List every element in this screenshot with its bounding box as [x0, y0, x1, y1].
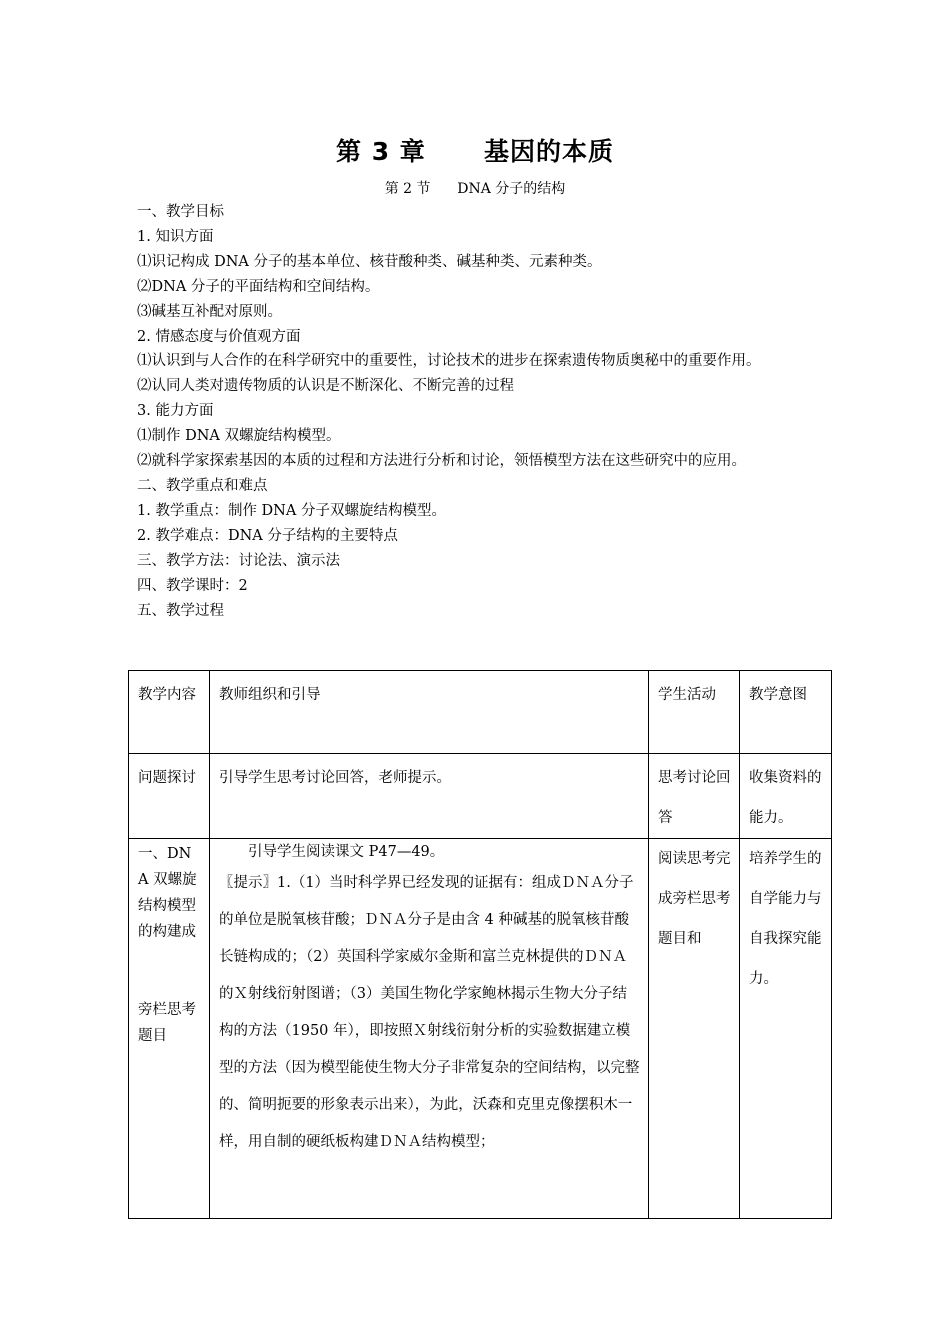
guidance-hint: 〖提示〗1.（1）当时科学界已经发现的证据有：组成ＤＮＡ分子的单位是脱氧核苷酸；ＤＮＡ分子是由含 4 种碱基的脱氧核苷酸长链构成的；（2）英国科学家威尔金斯和富兰克林提供的ＤＮＡ的Ｘ射线衍射图谱；（3）美国生物化学家鲍林揭示生物大分子结构的方法（1950 年），即按照Ｘ射线衍射分析的实验数据建立模型的方法（因为模型能使生物大分子非常复杂的空间结构，以完整的、简明扼要的形象表示出来），为此，沃森和克里克像摆积木一样，用自制的硬纸板构建ＤＮＡ结构模型；	[219, 875, 640, 1150]
cell-content	[129, 839, 210, 1219]
subheading-attitude: 2. 情感态度与价值观方面	[137, 328, 301, 345]
teaching-process-table	[128, 670, 832, 1219]
header-cell-content: 教学内容	[129, 671, 210, 754]
section-subtitle: 第 2 节 DNA 分子的结构	[384, 181, 566, 197]
heading-teaching-process: 五、教学过程	[137, 602, 224, 619]
text-line: ⑴识记构成 DNA 分子的基本单位、核苷酸种类、碱基种类、元素种类。	[137, 253, 602, 270]
cell-guidance: 引导学生思考讨论回答，老师提示。	[210, 754, 649, 839]
cell-intent: 培养学生的自学能力与自我探究能力。	[740, 839, 832, 1219]
guidance-intro: 引导学生阅读课文 P47—49。	[248, 844, 445, 860]
cell-content: 问题探讨	[129, 754, 210, 839]
table-row	[129, 754, 832, 839]
heading-teaching-method: 三、教学方法：讨论法、演示法	[137, 552, 340, 569]
cell-student-activity: 思考讨论回答	[649, 754, 740, 839]
text-line: ⑴制作 DNA 双螺旋结构模型。	[137, 428, 341, 445]
cell-content-part-b: 旁栏思考题目	[138, 1002, 196, 1044]
text-line: 2. 教学难点：DNA 分子结构的主要特点	[137, 527, 398, 544]
table-row	[129, 839, 832, 1219]
subheading-knowledge: 1. 知识方面	[137, 228, 214, 245]
header-cell-guidance: 教师组织和引导	[210, 671, 649, 754]
subheading-ability: 3. 能力方面	[137, 403, 214, 420]
header-cell-student-activity: 学生活动	[649, 671, 740, 754]
header-cell-intent: 教学意图	[740, 671, 832, 754]
heading-teaching-goals: 一、教学目标	[137, 204, 224, 220]
cell-intent: 收集资料的能力。	[740, 754, 832, 839]
text-line: ⑴认识到与人合作的在科学研究中的重要性，讨论技术的进步在探索遗传物质奥秘中的重要作用。	[137, 353, 761, 370]
chapter-title: 第 3 章 基因的本质	[335, 137, 615, 166]
text-line: 1. 教学重点：制作 DNA 分子双螺旋结构模型。	[137, 502, 446, 519]
table-header-row	[129, 671, 832, 754]
text-line: ⑵DNA 分子的平面结构和空间结构。	[137, 278, 380, 295]
cell-spacer	[138, 945, 201, 997]
cell-guidance	[210, 839, 649, 1219]
text-line: ⑶碱基互补配对原则。	[137, 303, 282, 320]
heading-class-hours: 四、教学课时：2	[137, 577, 248, 594]
cell-content-part-a: 一、DNA 双螺旋结构模型的构建成	[138, 846, 197, 940]
document-body	[137, 200, 827, 623]
text-line: ⑵认同人类对遗传物质的认识是不断深化、不断完善的过程	[137, 378, 514, 395]
heading-key-points: 二、教学重点和难点	[137, 477, 268, 494]
cell-student-activity: 阅读思考完成旁栏思考题目和	[649, 839, 740, 1219]
text-line: ⑵就科学家探索基因的本质的过程和方法进行分析和讨论，领悟模型方法在这些研究中的应用。	[137, 453, 746, 470]
